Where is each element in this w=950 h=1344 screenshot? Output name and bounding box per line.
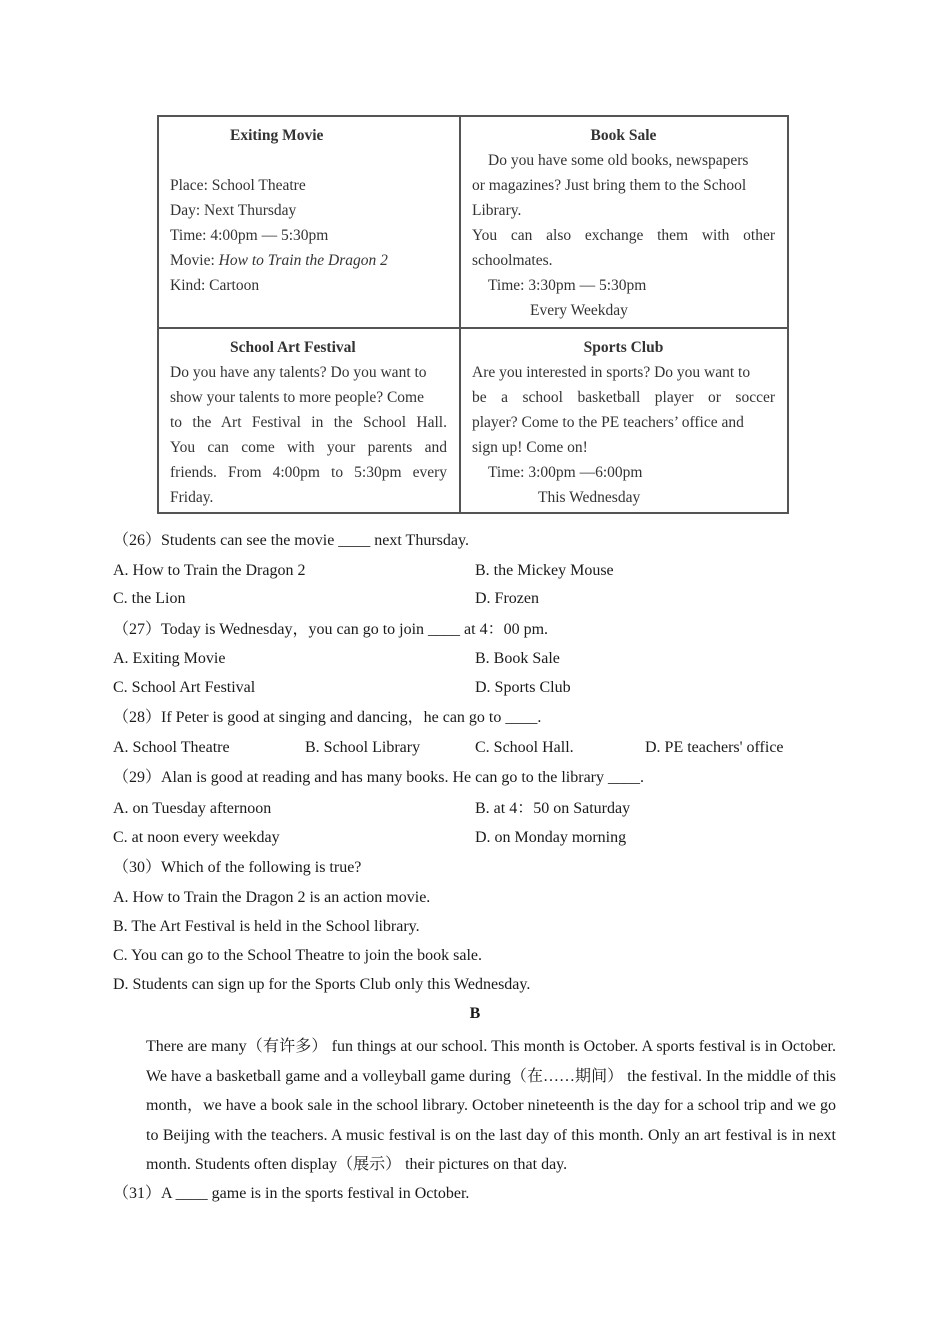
- notice-line: or magazines? Just bring them to the School: [472, 177, 747, 194]
- q30-option-c: C. You can go to the School Theatre to join the book sale.: [113, 947, 482, 964]
- notice-line: sign up! Come on!: [472, 439, 588, 456]
- notice-line: Time: 3:30pm — 5:30pm: [488, 277, 647, 294]
- q26-option-a: A. How to Train the Dragon 2: [113, 562, 306, 579]
- notice-line: friends. From 4:00pm to 5:30pm every: [170, 464, 447, 481]
- question-27-stem: （27）Today is Wednesday，you can go to join ____ at 4：00 pm.: [113, 621, 549, 638]
- q29-option-b: B. at 4：50 on Saturday: [475, 800, 631, 817]
- q29-option-a: A. on Tuesday afternoon: [113, 800, 272, 817]
- notice-title: Exiting Movie: [230, 127, 324, 144]
- question-28-stem: （28）If Peter is good at singing and dancing，he can go to ____.: [113, 709, 542, 726]
- notice-line: This Wednesday: [538, 489, 641, 506]
- notice-art-festival: [159, 329, 461, 512]
- notice-line: Library.: [472, 202, 522, 219]
- notice-line: Do you have some old books, newspapers: [488, 152, 749, 169]
- notice-line: player? Come to the PE teachers’ office and: [472, 414, 744, 431]
- notice-line: Every Weekday: [530, 302, 628, 319]
- q26-option-c: C. the Lion: [113, 590, 186, 607]
- notice-line: You can come with your parents and: [170, 439, 447, 456]
- q27-option-d: D. Sports Club: [475, 679, 571, 696]
- notice-title: School Art Festival: [230, 339, 356, 356]
- notice-line: to the Art Festival in the School Hall.: [170, 414, 447, 431]
- movie-name: How to Train the Dragon 2: [218, 252, 388, 269]
- notice-line: Are you interested in sports? Do you want to: [472, 364, 751, 381]
- notice-line: Day: Next Thursday: [170, 202, 297, 219]
- section-b-passage: [113, 1032, 836, 1180]
- notice-line: Movie: How to Train the Dragon 2: [170, 252, 388, 269]
- notice-line: schoolmates.: [472, 252, 553, 269]
- q27-option-c: C. School Art Festival: [113, 679, 256, 696]
- notice-line: show your talents to more people? Come: [170, 389, 424, 406]
- q28-option-c: C. School Hall.: [475, 739, 574, 756]
- notice-title: Book Sale: [590, 127, 657, 144]
- section-b-heading: B: [469, 1005, 481, 1022]
- q30-option-d: D. Students can sign up for the Sports Club only this Wednesday.: [113, 976, 531, 993]
- q28-option-a: A. School Theatre: [113, 739, 230, 756]
- notice-book-sale: [461, 117, 787, 329]
- q26-option-b: B. the Mickey Mouse: [475, 562, 614, 579]
- notice-line: Friday.: [170, 489, 214, 506]
- question-26-stem: （26）Students can see the movie ____ next Thursday.: [113, 532, 469, 549]
- notice-exiting-movie: [159, 117, 461, 329]
- notice-sports-club: [461, 329, 787, 512]
- q26-option-d: D. Frozen: [475, 590, 539, 607]
- q27-option-b: B. Book Sale: [475, 650, 560, 667]
- notice-title: Sports Club: [583, 339, 664, 356]
- notice-line: be a school basketball player or soccer: [472, 389, 775, 406]
- q30-option-a: A. How to Train the Dragon 2 is an action movie.: [113, 889, 431, 906]
- question-31-stem: （31）A ____ game is in the sports festival in October.: [113, 1185, 470, 1202]
- notice-board-table: [157, 115, 789, 514]
- q30-option-b: B. The Art Festival is held in the School library.: [113, 918, 420, 935]
- q29-option-d: D. on Monday morning: [475, 829, 627, 846]
- q28-option-d: D. PE teachers' office: [645, 739, 784, 756]
- notice-line: Time: 3:00pm —6:00pm: [488, 464, 643, 481]
- notice-line: Place: School Theatre: [170, 177, 306, 194]
- q28-option-b: B. School Library: [305, 739, 421, 756]
- question-29-stem: （29）Alan is good at reading and has many books. He can go to the library ____.: [113, 769, 645, 786]
- notice-line: Do you have any talents? Do you want to: [170, 364, 427, 381]
- question-30-stem: （30）Which of the following is true?: [113, 859, 362, 876]
- notice-line: Time: 4:00pm — 5:30pm: [170, 227, 329, 244]
- notice-line: You can also exchange them with other: [472, 227, 775, 244]
- q29-option-c: C. at noon every weekday: [113, 829, 280, 846]
- passage-text: There are many（有许多） fun things at our school. This month is October. A sports festival is in October. We have a basketball game and a volleyball game during（在……期间） the festival. In the middle of this month，we have a book sale in the school library. October nineteenth is the day for a school trip and we go to Beijing with the teachers. A music festival is on the last day of this month. Only an art festival is in next month. Students often display（展示） their pictures on that day.: [146, 1038, 836, 1174]
- q27-option-a: A. Exiting Movie: [113, 650, 226, 667]
- notice-line: Kind: Cartoon: [170, 277, 260, 294]
